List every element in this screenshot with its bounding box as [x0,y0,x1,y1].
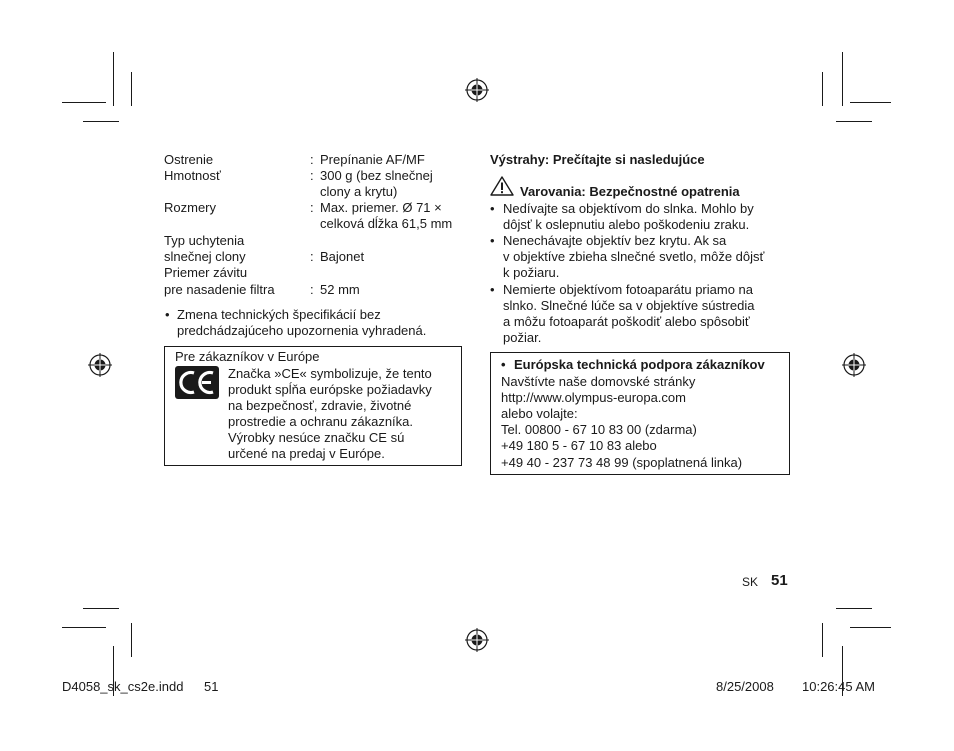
bullet: • [490,201,495,216]
warning-line: v objektíve zbieha slnečné svetlo, môže dôjsť [503,249,765,264]
support-line: Navštívte naše domovské stránky [501,374,696,389]
registration-mark-icon [88,353,112,377]
ce-mark-icon [175,366,219,399]
spec-label: Hmotnosť [164,168,221,183]
support-line: +49 180 5 - 67 10 83 alebo [501,438,657,453]
spec-colon: : [310,249,314,264]
spec-value: Bajonet [320,249,365,264]
spec-colon: : [310,282,314,297]
spec-colon: : [310,168,314,183]
footer-time: 10:26:45 AM [802,679,875,694]
bullet: • [501,357,506,372]
spec-label: slnečnej clony [164,249,246,264]
spec-label: Ostrenie [164,152,214,167]
spec-value: Max. priemer. Ø 71 × [320,200,442,215]
support-line: Tel. 00800 - 67 10 83 00 (zdarma) [501,422,697,437]
spec-label: Priemer závitu [164,265,248,280]
spec-note-line: predchádzajúceho upozornenia vyhradená. [177,323,427,338]
spec-value: 300 g (bez slnečnej [320,168,433,183]
ce-mark-logo [175,366,219,399]
warnings-heading: Výstrahy: Prečítajte si nasledujúce [490,152,705,167]
footer-date: 8/25/2008 [716,679,774,694]
crop-mark [131,623,132,657]
ce-box-line: určené na predaj v Európe. [228,446,385,461]
footer-file-page: 51 [204,679,219,694]
warning-line: Nemierte objektívom fotoaparátu priamo na [503,282,754,297]
spec-value: celková dĺžka 61,5 mm [320,216,453,231]
ce-box-line: na bezpečnosť, zdravie, životné [228,398,412,413]
crop-mark [113,52,114,106]
crop-mark [842,52,843,106]
ce-box-line: Značka »CE« symbolizuje, že tento [228,366,432,381]
warning-line: slnko. Slnečné lúče sa v objektíve sústredia [503,298,755,313]
crop-mark [836,608,872,609]
bullet: • [165,307,170,322]
spec-note-line: Zmena technických špecifikácií bez [177,307,381,322]
spec-label: pre nasadenie filtra [164,282,275,297]
spec-value: 52 mm [320,282,360,297]
warning-triangle-icon [490,176,514,196]
support-heading: Európska technická podpora zákazníkov [514,357,765,372]
registration-mark-icon [465,78,489,102]
crop-mark [822,72,823,106]
warning-line: požiar. [503,330,542,345]
warning-line: Nenechávajte objektív bez krytu. Ak sa [503,233,727,248]
crop-mark [131,72,132,106]
spec-value: clony a krytu) [320,184,398,199]
warnings-subheading: Varovania: Bezpečnostné opatrenia [520,184,740,199]
warning-line: Nedívajte sa objektívom do slnka. Mohlo by [503,201,754,216]
support-line: +49 40 - 237 73 48 99 (spoplatnená linka) [501,455,743,470]
ce-box-line: Výrobky nesúce značku CE sú [228,430,405,445]
crop-mark [62,627,106,628]
crop-mark [822,623,823,657]
spec-colon: : [310,152,314,167]
page-number: 51 [771,572,788,589]
support-line: http://www.olympus-europa.com [501,390,686,405]
crop-mark [836,121,872,122]
crop-mark [83,121,119,122]
crop-mark [62,102,106,103]
ce-box-line: produkt spĺňa európske požiadavky [228,382,432,397]
registration-mark-icon [842,353,866,377]
support-line: alebo volajte: [501,406,578,421]
ce-box-title: Pre zákazníkov v Európe [175,349,320,364]
footer-file-name: D4058_sk_cs2e.indd [62,679,184,694]
spec-label: Rozmery [164,200,217,215]
warning-line: a môžu fotoaparát poškodiť alebo spôsobiť [503,314,750,329]
page-language: SK [742,575,759,589]
bullet: • [490,233,495,248]
registration-mark-icon [465,628,489,652]
spec-label: Typ uchytenia [164,233,245,248]
crop-mark [850,627,891,628]
bullet: • [490,282,495,297]
spec-value: Prepínanie AF/MF [320,152,425,167]
crop-mark [850,102,891,103]
warning-line: dôjsť k oslepnutiu alebo poškodeniu zraku. [503,217,750,232]
crop-mark [83,608,119,609]
ce-box-line: prostredie a ochranu zákazníka. [228,414,413,429]
spec-colon: : [310,200,314,215]
warning-line: k požiaru. [503,265,560,280]
